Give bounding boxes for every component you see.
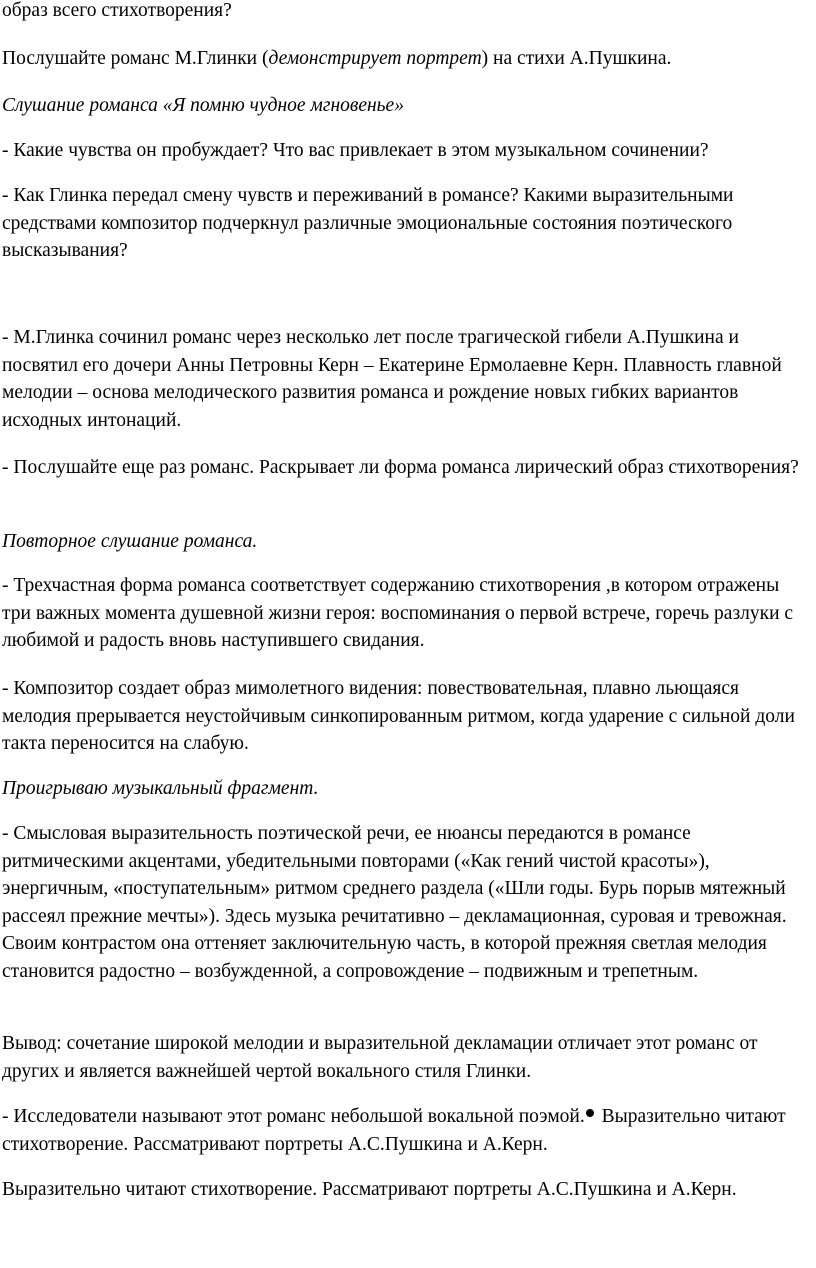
paragraph-listen-instruction [2, 45, 802, 73]
paragraph-playing-fragment: Проигрываю музыкальный фрагмент. [2, 778, 319, 799]
paragraph-question-feelings: - Какие чувства он пробуждает? Что вас привлекает в этом музыкальном сочинении? [2, 140, 709, 161]
paragraph-fleeting-vision: - Композитор создает образ мимолетного видения: повествовательная, плавно льющаяся мелодия прерывается неустойчивым синкопированным ритмом, когда ударение с сильной доли такта переносится на слабую. [2, 678, 795, 754]
researchers-text-continued: Выразительно читают стихотворение. Рассматривают портреты А.С.Пушкина и А.Керн. [2, 1106, 786, 1155]
paragraph-conclusion: Вывод: сочетание широкой мелодии и выразительной декламации отличает этот романс от других и является важнейшей чертой вокального стиля Глинки. [2, 1033, 758, 1082]
paragraph-three-part-form: - Трехчастная форма романса соответствует содержанию стихотворения ,в котором отражены три важных момента душевной жизни героя: воспоминания о первой встрече, горечь разлуки с любимой и радость вновь наступившего свидания. [2, 575, 794, 651]
paragraph-glinka-history: - М.Глинка сочинил романс через несколько лет после трагической гибели А.Пушкина и посвятил его дочери Анны Петровны Керн – Екатерине Ермолаевне Керн. Плавность главной мелодии – основа мелодического развития романса и рождение новых гибких вариантов исходных интонаций. [2, 327, 782, 431]
paragraph-question-glinka: - Как Глинка передал смену чувств и переживаний в романсе? Какими выразительными средствами композитор подчеркнул различные эмоциональные состояния поэтического высказывания? [2, 185, 734, 261]
researchers-text: - Исследователи называют этот романс небольшой вокальной поэмой. [2, 1106, 585, 1127]
paragraph-intro-fragment: образ всего стихотворения? [2, 0, 232, 21]
listen-text-italic-note: демонстрирует портрет [268, 48, 482, 69]
paragraph-semantic-expressiveness: - Смысловая выразительность поэтической речи, ее нюансы передаются в романсе ритмическими акцентами, убедительными повторами («Как гений чистой красоты»), энергичным, «поступательным» ритмом среднего раздела («Шли годы. Бурь порыв мятежный рассеял прежние мечты»). Здесь музыка речитативно – декламационная, суровая и тревожная. Своим контрастом она оттеняет заключительную часть, в которой прежняя светлая мелодия становится радостно – возбужденной, а сопровождение – подвижным и трепетным. [2, 823, 787, 982]
paragraph-researchers [2, 1103, 802, 1158]
paragraph-listening-heading: Слушание романса «Я помню чудное мгновенье» [2, 95, 404, 116]
listen-text-end: ) на стихи А.Пушкина. [481, 48, 672, 69]
paragraph-repeat-listening: Повторное слушание романса. [2, 531, 258, 552]
paragraph-listen-again: - Послушайте еще раз романс. Раскрывает ли форма романса лирический образ стихотворения? [2, 457, 799, 478]
listen-text-start: Послушайте романс М.Глинки ( [2, 48, 269, 69]
paragraph-final-reading: Выразительно читают стихотворение. Рассматривают портреты А.С.Пушкина и А.Керн. [2, 1179, 737, 1200]
bullet-icon [586, 1109, 594, 1117]
